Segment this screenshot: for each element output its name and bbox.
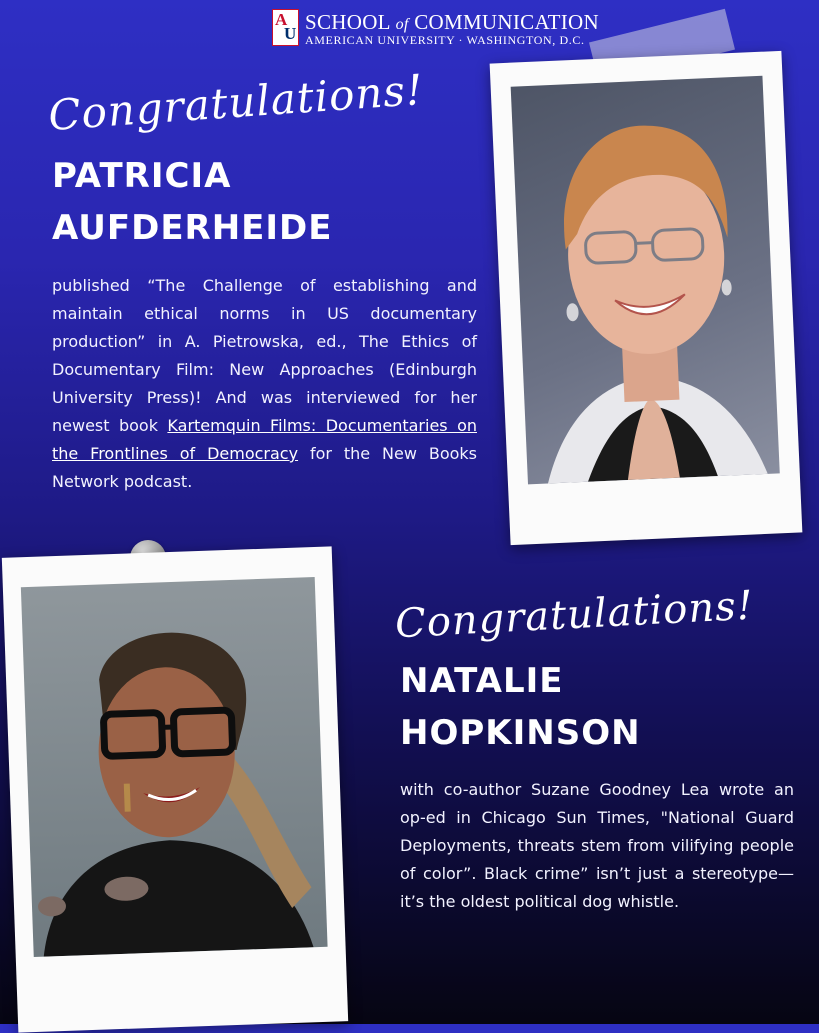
congratulations-script-1: Congratulations! — [47, 65, 425, 140]
university-name: AMERICAN UNIVERSITY · WASHINGTON, D.C. — [305, 33, 585, 48]
honoree-description-2: with co-author Suzane Goodney Lea wrote an op-ed in Chicago Sun Times, "National Guard Deployments, threats stem from vilifying people of color”. Black crime” isn’t just a stereotype—it’s the oldest political dog whistle. — [400, 776, 794, 916]
honoree-name-2: NATALIE HOPKINSON — [400, 655, 641, 759]
book-link[interactable]: Kartemquin Films: Documentaries on the Frontlines of Democracy — [52, 416, 477, 463]
school-name: SCHOOL of COMMUNICATION — [305, 10, 599, 35]
congratulations-script-2: Congratulations! — [394, 583, 755, 648]
honoree-name-1: PATRICIA AUFDERHEIDE — [52, 150, 333, 254]
honoree-description-1: published “The Challenge of establishing and maintain ethical norms in US documentary production” in A. Pietrowska, ed., The Ethics of Documentary Film: New Approaches (Edinburgh University Press)! And was interviewed for her newest book Kartemquin Films: Documentaries on the Frontlines of Democracy for the New Books Network podcast. — [52, 272, 477, 496]
polaroid-photo-2 — [2, 546, 348, 1032]
portrait-illustration-1 — [511, 76, 780, 485]
portrait-illustration-2 — [21, 577, 328, 957]
school-header — [272, 9, 592, 49]
logo-letter-a: A — [275, 11, 287, 29]
au-logo — [272, 9, 299, 46]
polaroid-photo-1 — [490, 51, 803, 545]
portrait-photo-natalie — [21, 577, 328, 957]
logo-letter-u: U — [284, 25, 296, 43]
portrait-photo-patricia — [511, 76, 780, 485]
